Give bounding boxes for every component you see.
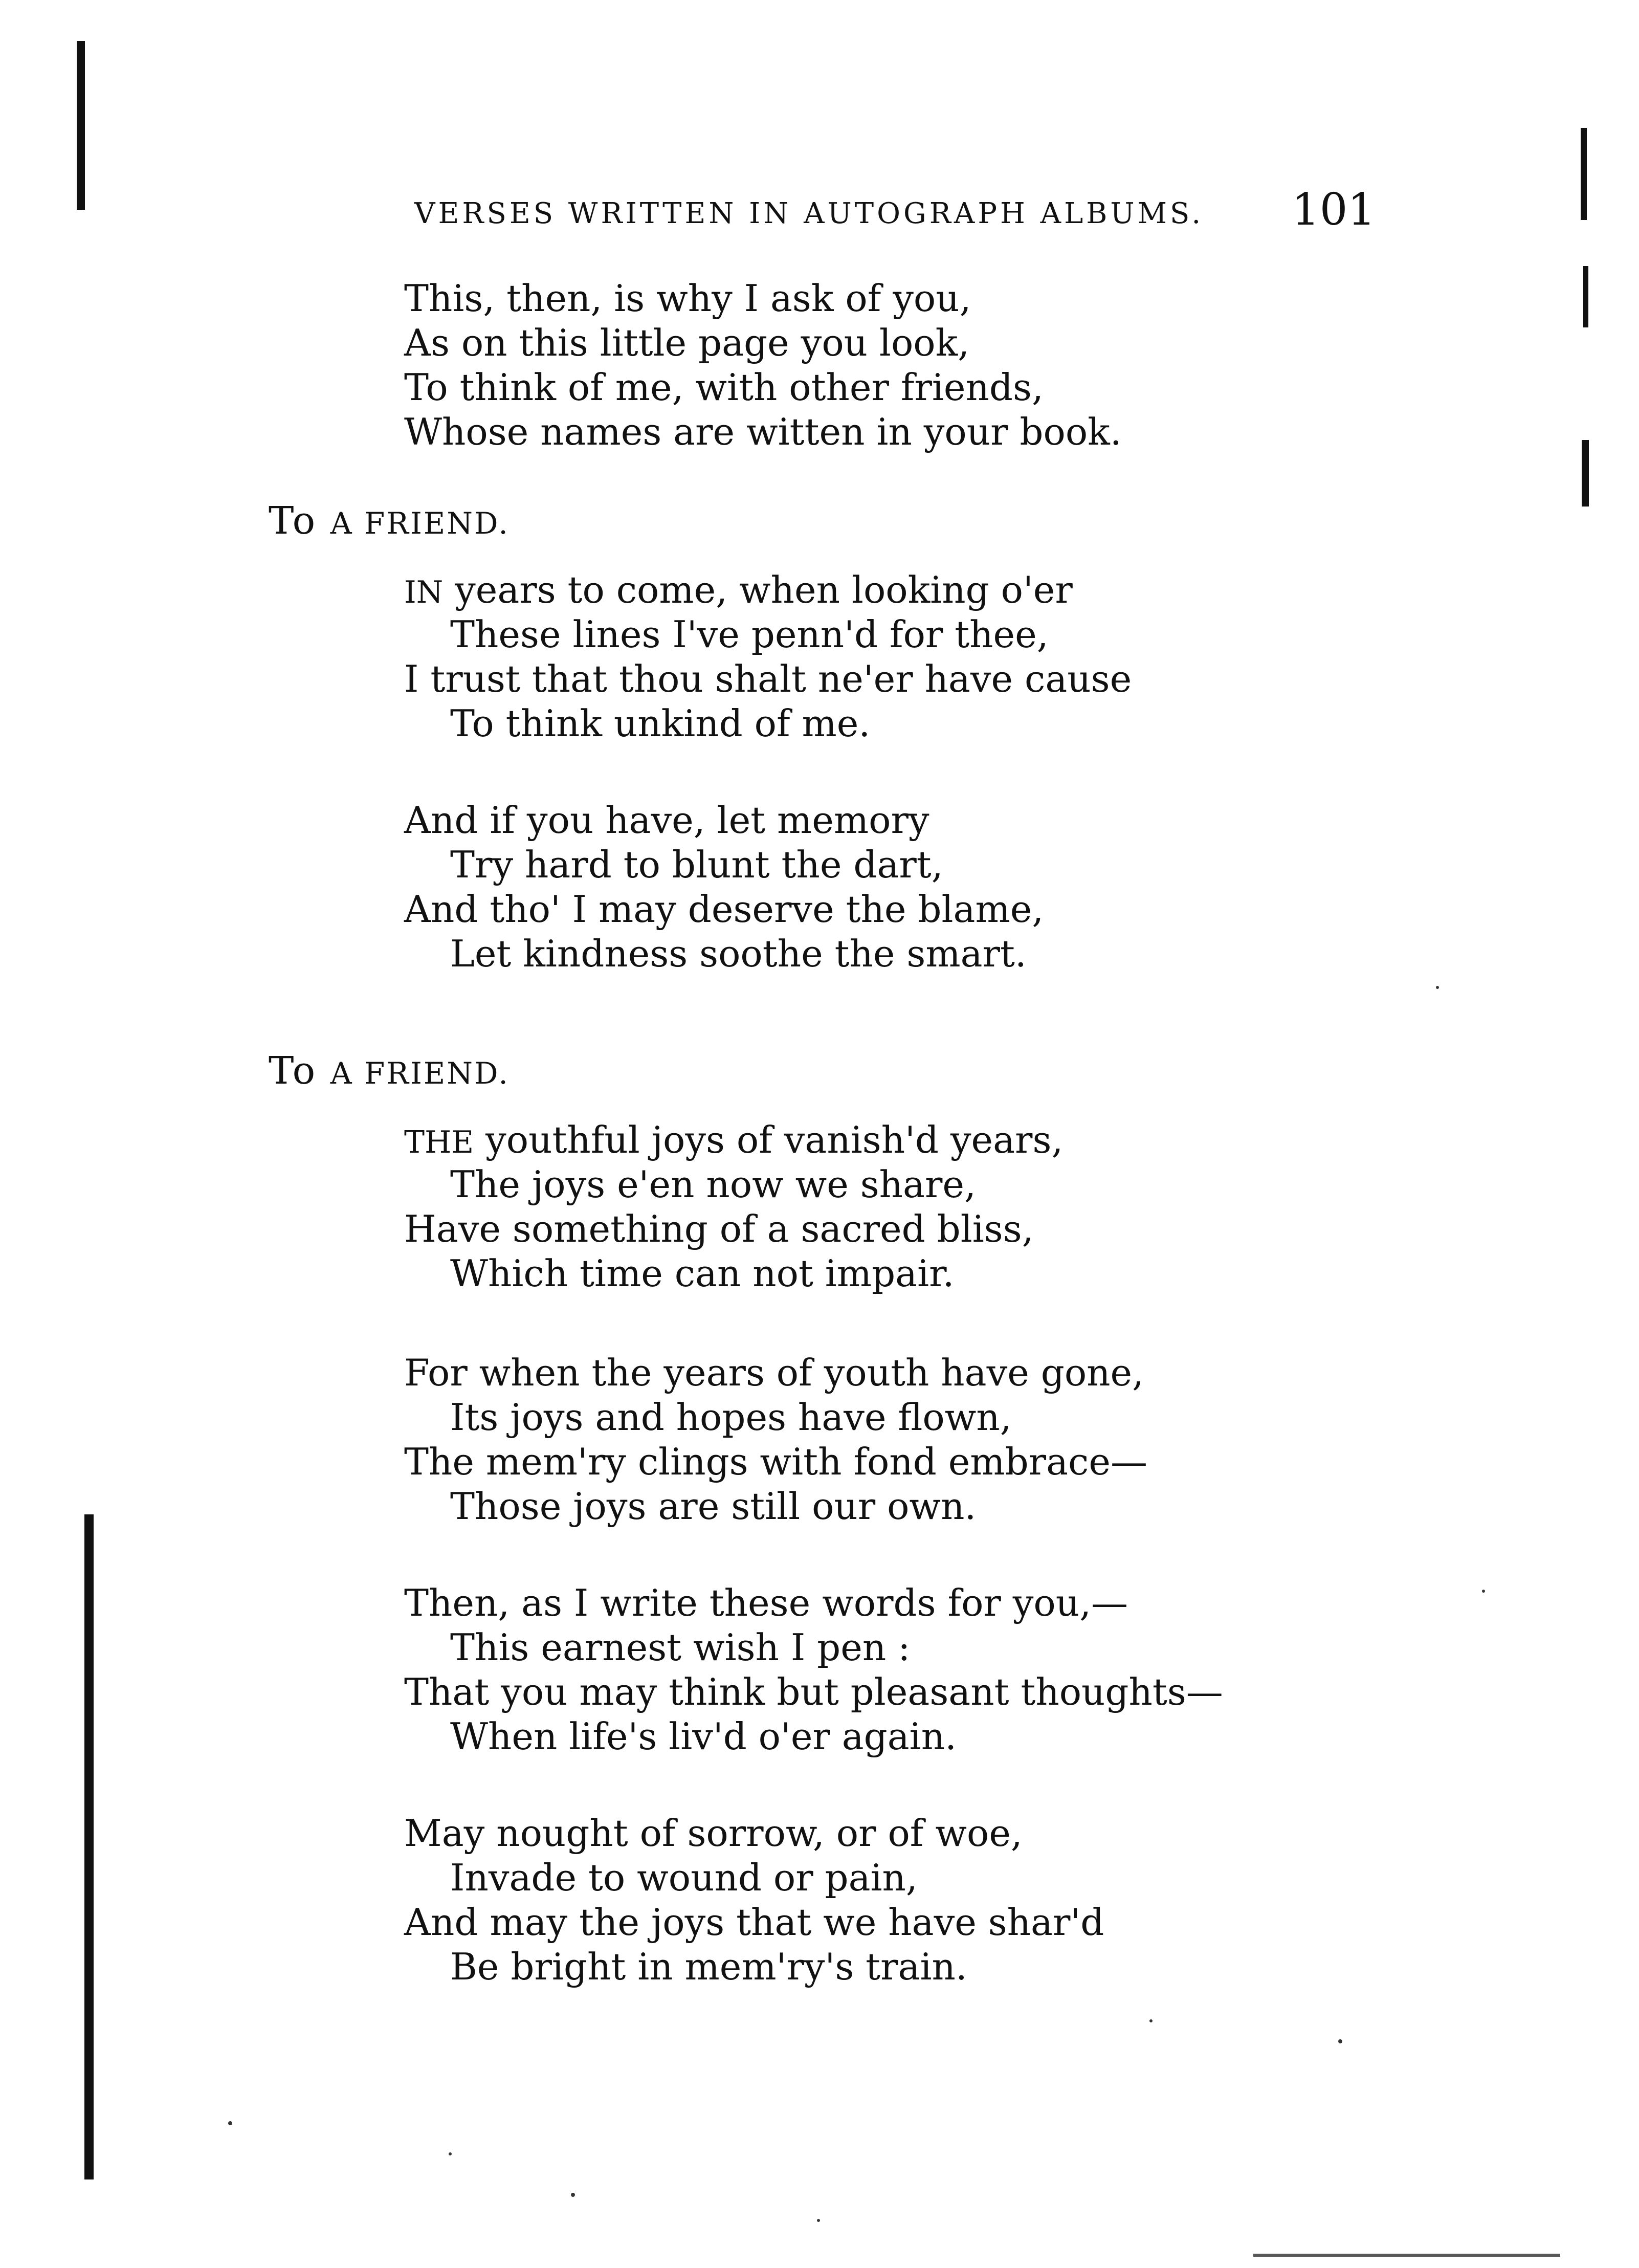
verse-line-text: youthful joys of vanish'd years,: [474, 1118, 1064, 1161]
verse-line: Have something of a sacred bliss,: [404, 1207, 1034, 1250]
poem-title-first-word: To: [269, 499, 317, 543]
verse-line: Its joys and hopes have flown,: [450, 1396, 1012, 1439]
verse-line: Then, as I write these words for you,—: [404, 1581, 1128, 1624]
verse-line: Which time can not impair.: [450, 1252, 955, 1295]
verse-line: Let kindness soothe the smart.: [450, 932, 1027, 975]
verse-line: And if you have, let memory: [404, 799, 929, 842]
verse-lead-word: THE: [404, 1125, 474, 1160]
verse-line: Whose names are witten in your book.: [404, 410, 1122, 453]
verse-line: Try hard to blunt the dart,: [450, 843, 943, 886]
verse-line: Be bright in mem'ry's train.: [450, 1945, 967, 1988]
verse-line-text: years to come, when looking o'er: [443, 568, 1073, 611]
verse-line: May nought of sorrow, or of woe,: [404, 1812, 1023, 1855]
verse-line: This, then, is why I ask of you,: [404, 277, 971, 320]
verse-line: For when the years of youth have gone,: [404, 1351, 1144, 1394]
verse-line: And tho' I may deserve the blame,: [404, 888, 1044, 931]
poem-title-rest: A FRIEND.: [330, 1056, 510, 1091]
page-number: 101: [1292, 184, 1376, 235]
verse-line: Invade to wound or pain,: [450, 1856, 918, 1899]
verse-line: This earnest wish I pen :: [450, 1626, 911, 1669]
poem-title-rest: A FRIEND.: [330, 506, 510, 541]
verse-line: And may the joys that we have shar'd: [404, 1901, 1104, 1944]
verse-lead-word: IN: [404, 575, 444, 610]
verse-line: To think of me, with other friends,: [404, 366, 1044, 409]
verse-line: I trust that thou shalt ne'er have cause: [404, 657, 1132, 700]
verse-line: The joys e'en now we share,: [450, 1163, 976, 1206]
verse-line: As on this little page you look,: [404, 321, 970, 364]
verse-line: To think unkind of me.: [450, 702, 871, 745]
verse-line: The mem'ry clings with fond embrace—: [404, 1440, 1147, 1483]
verse-line: Those joys are still our own.: [450, 1485, 977, 1528]
verse-line: When life's liv'd o'er again.: [450, 1715, 957, 1758]
verse-line: These lines I've penn'd for thee,: [450, 613, 1049, 656]
verse-line: That you may think but pleasant thoughts—: [404, 1670, 1223, 1713]
poem-title-first-word: To: [269, 1049, 317, 1093]
running-head: VERSES WRITTEN IN AUTOGRAPH ALBUMS.: [414, 197, 1204, 230]
